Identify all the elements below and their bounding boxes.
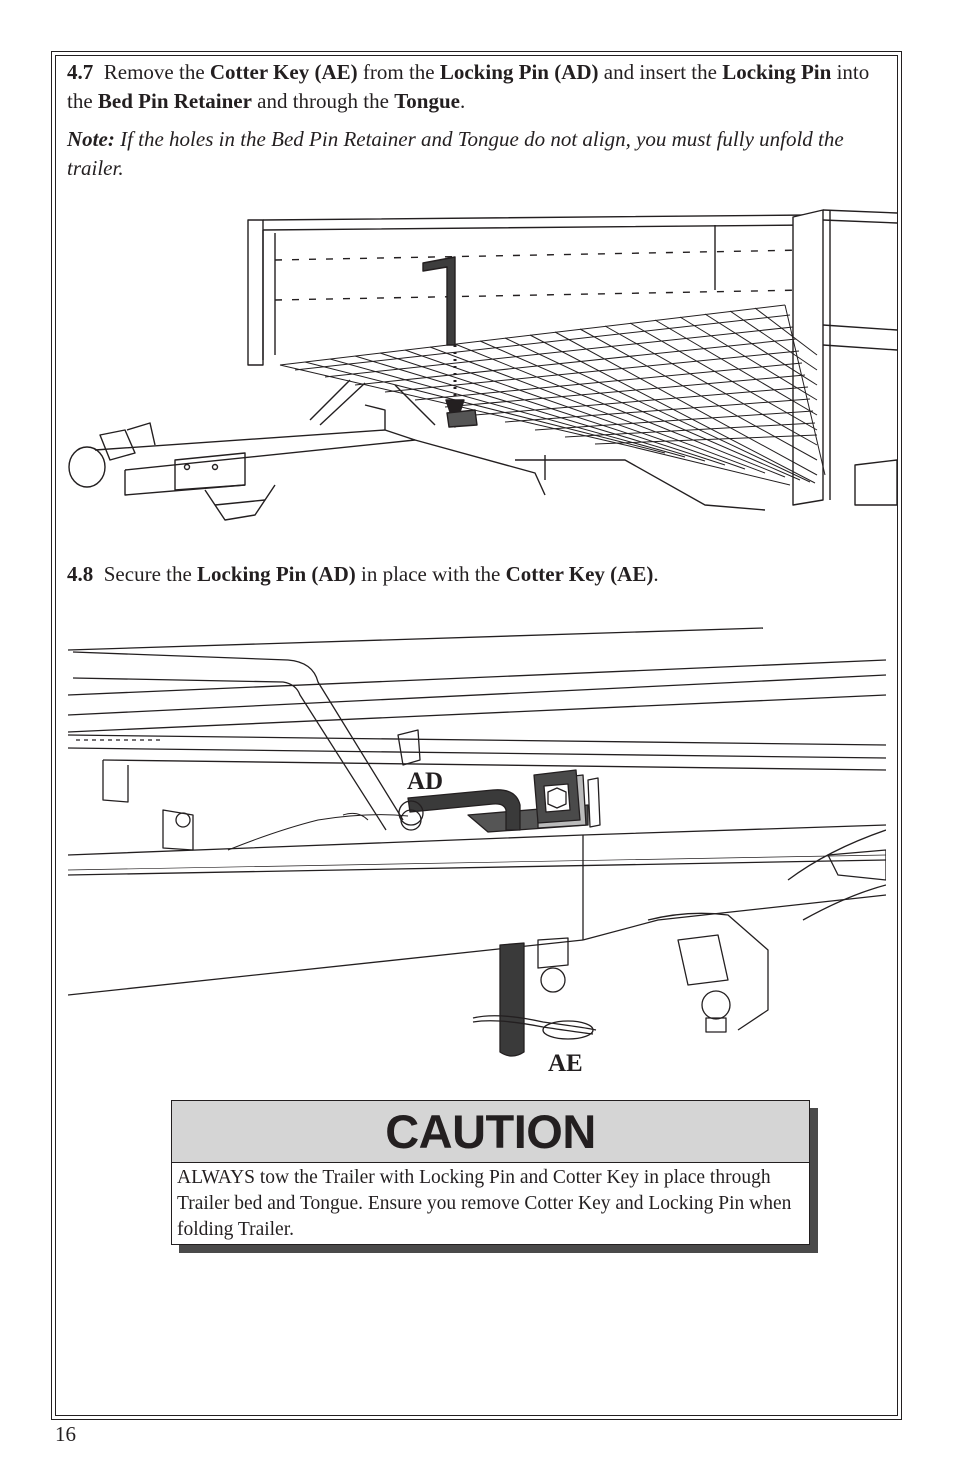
locking-pin-closeup-illustration [68,620,886,1090]
page-number: 16 [55,1422,76,1446]
caution-title: CAUTION [385,1105,596,1158]
step-4-7-text [67,58,897,116]
text-bold: Locking Pin [722,60,832,84]
note-text [67,125,887,183]
caution-box [171,1100,810,1245]
text-run: in place with the [355,562,506,586]
text-bold: Locking Pin (AD) [439,60,599,84]
caution-header [172,1101,809,1163]
text-run: . [653,562,659,586]
text-run: Secure the [103,562,198,586]
text-run: and through the [251,89,395,113]
text-run: into the [67,60,870,113]
note-body: If the holes in the Bed Pin Retainer and Tongue do not align, you must fully unfold the trailer. [67,127,844,180]
note-label: Note: [67,127,115,151]
text-run: Remove the [103,60,210,84]
caution-message: ALWAYS tow the Trailer with Locking Pin and Cotter Key in place through Trailer bed and Tongue. Ensure you remove Cotter Key and Locking Pin when folding Trailer. [177,1167,792,1240]
step-4-8-text [67,560,897,589]
caution-panel [171,1100,810,1245]
text-run: and insert the [598,60,723,84]
text-bold: Bed Pin Retainer [97,89,252,113]
callout-ae: AE [548,1050,583,1077]
text-run: . [459,89,466,113]
step-number: 4.8 [67,562,94,586]
text-run: from the [357,60,440,84]
text-bold: Locking Pin (AD) [197,562,356,586]
step-number: 4.7 [67,60,94,84]
callout-ad: AD [407,768,444,795]
text-bold: Cotter Key (AE) [209,60,358,84]
text-bold: Tongue [394,89,460,113]
text-bold: Cotter Key (AE) [505,562,654,586]
trailer-bed-illustration [65,205,897,523]
